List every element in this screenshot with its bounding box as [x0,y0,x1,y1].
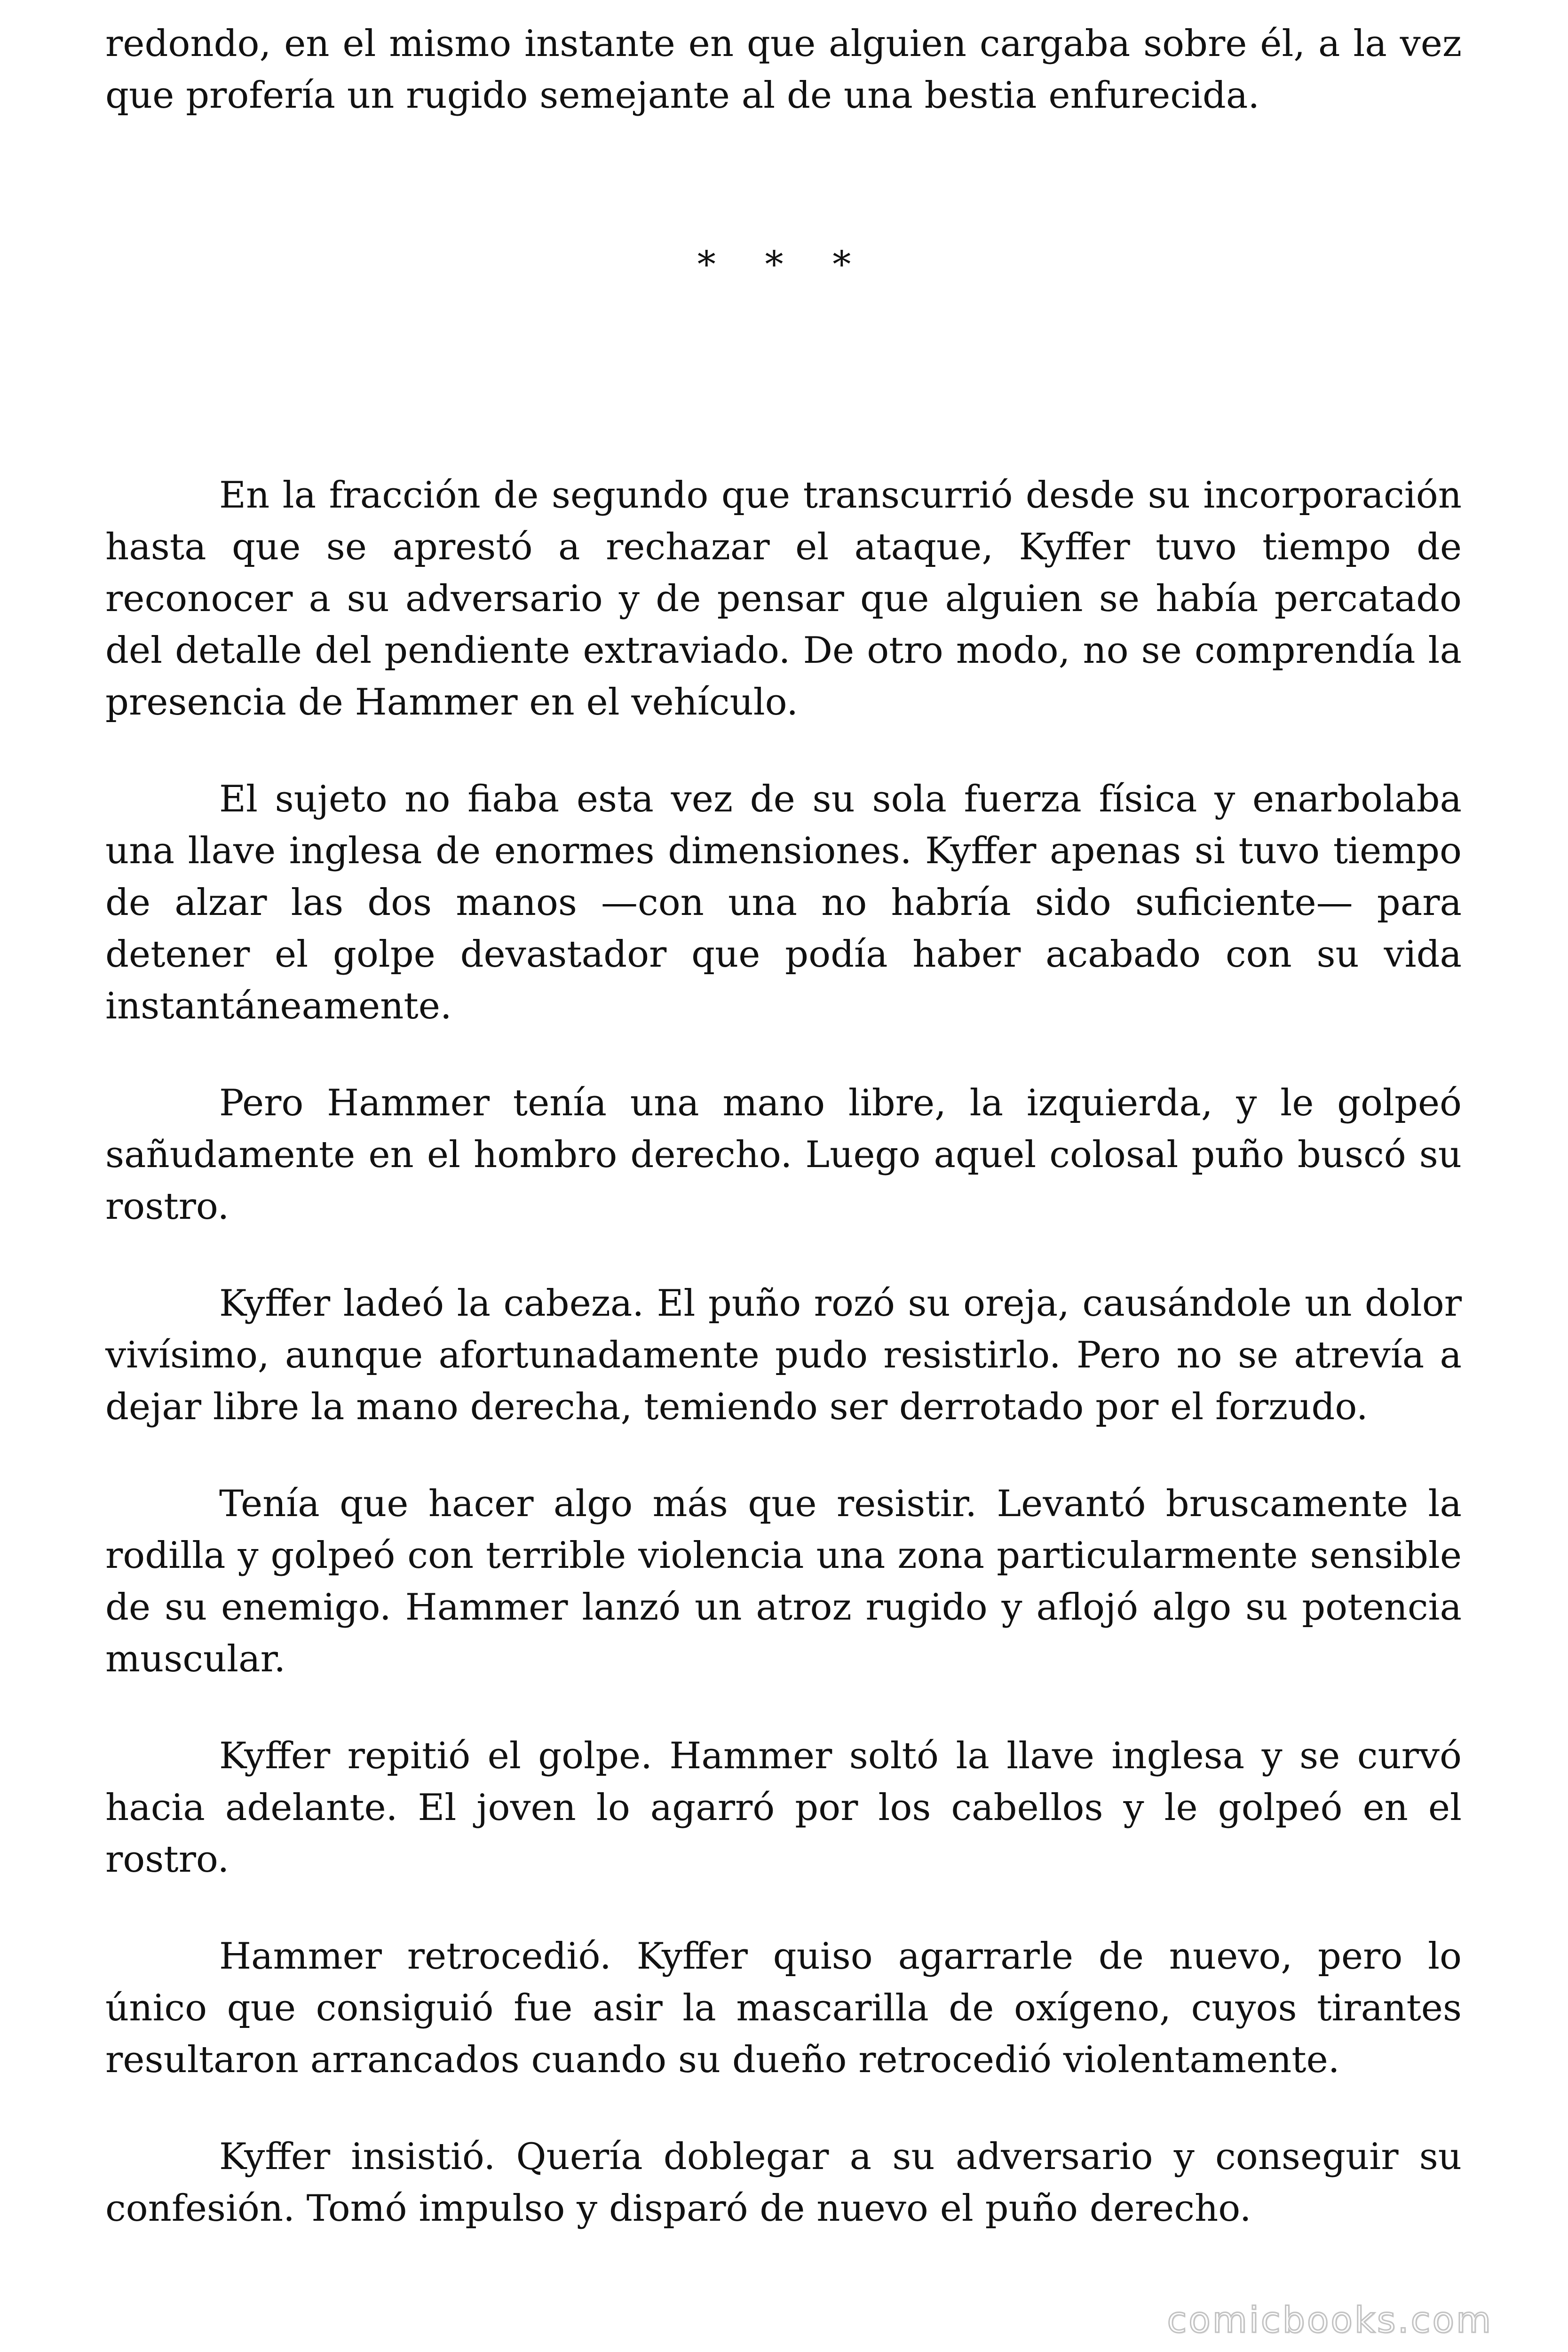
paragraph: Hammer retrocedió. Kyffer quiso agarrarle de nuevo, pero lo único que consiguió fue asir la mascarilla de oxígeno, cuyos tirantes resultaron arrancados cuando su dueño retrocedió violentamente. [105,1935,1462,2081]
paragraph: El sujeto no fiaba esta vez de su sola fuerza física y enarbolaba una llave inglesa de enormes dimensiones. Kyffer apenas si tuvo tiempo de alzar las dos manos —con una no habría sido suficiente— para detener el golpe devastador que podía haber acabado con su vida instantáneamente. [105,778,1462,1027]
paragraph: En la fracción de segundo que transcurrió desde su incorporación hasta que se aprestó a rechazar el ataque, Kyffer tuvo tiempo de reconocer a su adversario y de pensar que alguien se había percatado del detalle del pendiente extraviado. De otro modo, no se comprendía la presencia de Hammer en el vehículo. [105,474,1462,723]
paragraph: Kyffer repitió el golpe. Hammer soltó la llave inglesa y se curvó hacia adelante. El joven lo agarró por los cabellos y le golpeó en el rostro. [105,1735,1462,1881]
paragraph: Tenía que hacer algo más que resistir. Levantó bruscamente la rodilla y golpeó con terrible violencia una zona particularmente sensible de su enemigo. Hammer lanzó un atroz rugido y aflojó algo su potencia muscular. [105,1483,1462,1680]
paragraph-continuation: redondo, en el mismo instante en que alguien cargaba sobre él, a la vez que profería un rugido semejante al de una bestia enfurecida. [105,23,1462,117]
book-page [105,18,1462,2234]
scene-break: * * * [697,244,870,286]
paragraph: Kyffer insistió. Quería doblegar a su adversario y conseguir su confesión. Tomó impulso y disparó de nuevo el puño derecho. [105,2136,1462,2230]
paragraph: Pero Hammer tenía una mano libre, la izquierda, y le golpeó sañudamente en el hombro derecho. Luego aquel colosal puño buscó su rostro. [105,1082,1462,1228]
watermark: comicbooks.com [1167,2299,1493,2341]
paragraph: Kyffer ladeó la cabeza. El puño rozó su oreja, causándole un dolor vivísimo, aunque afortunadamente pudo resistirlo. Pero no se atrevía a dejar libre la mano derecha, temiendo ser derrotado por el forzudo. [105,1282,1462,1428]
